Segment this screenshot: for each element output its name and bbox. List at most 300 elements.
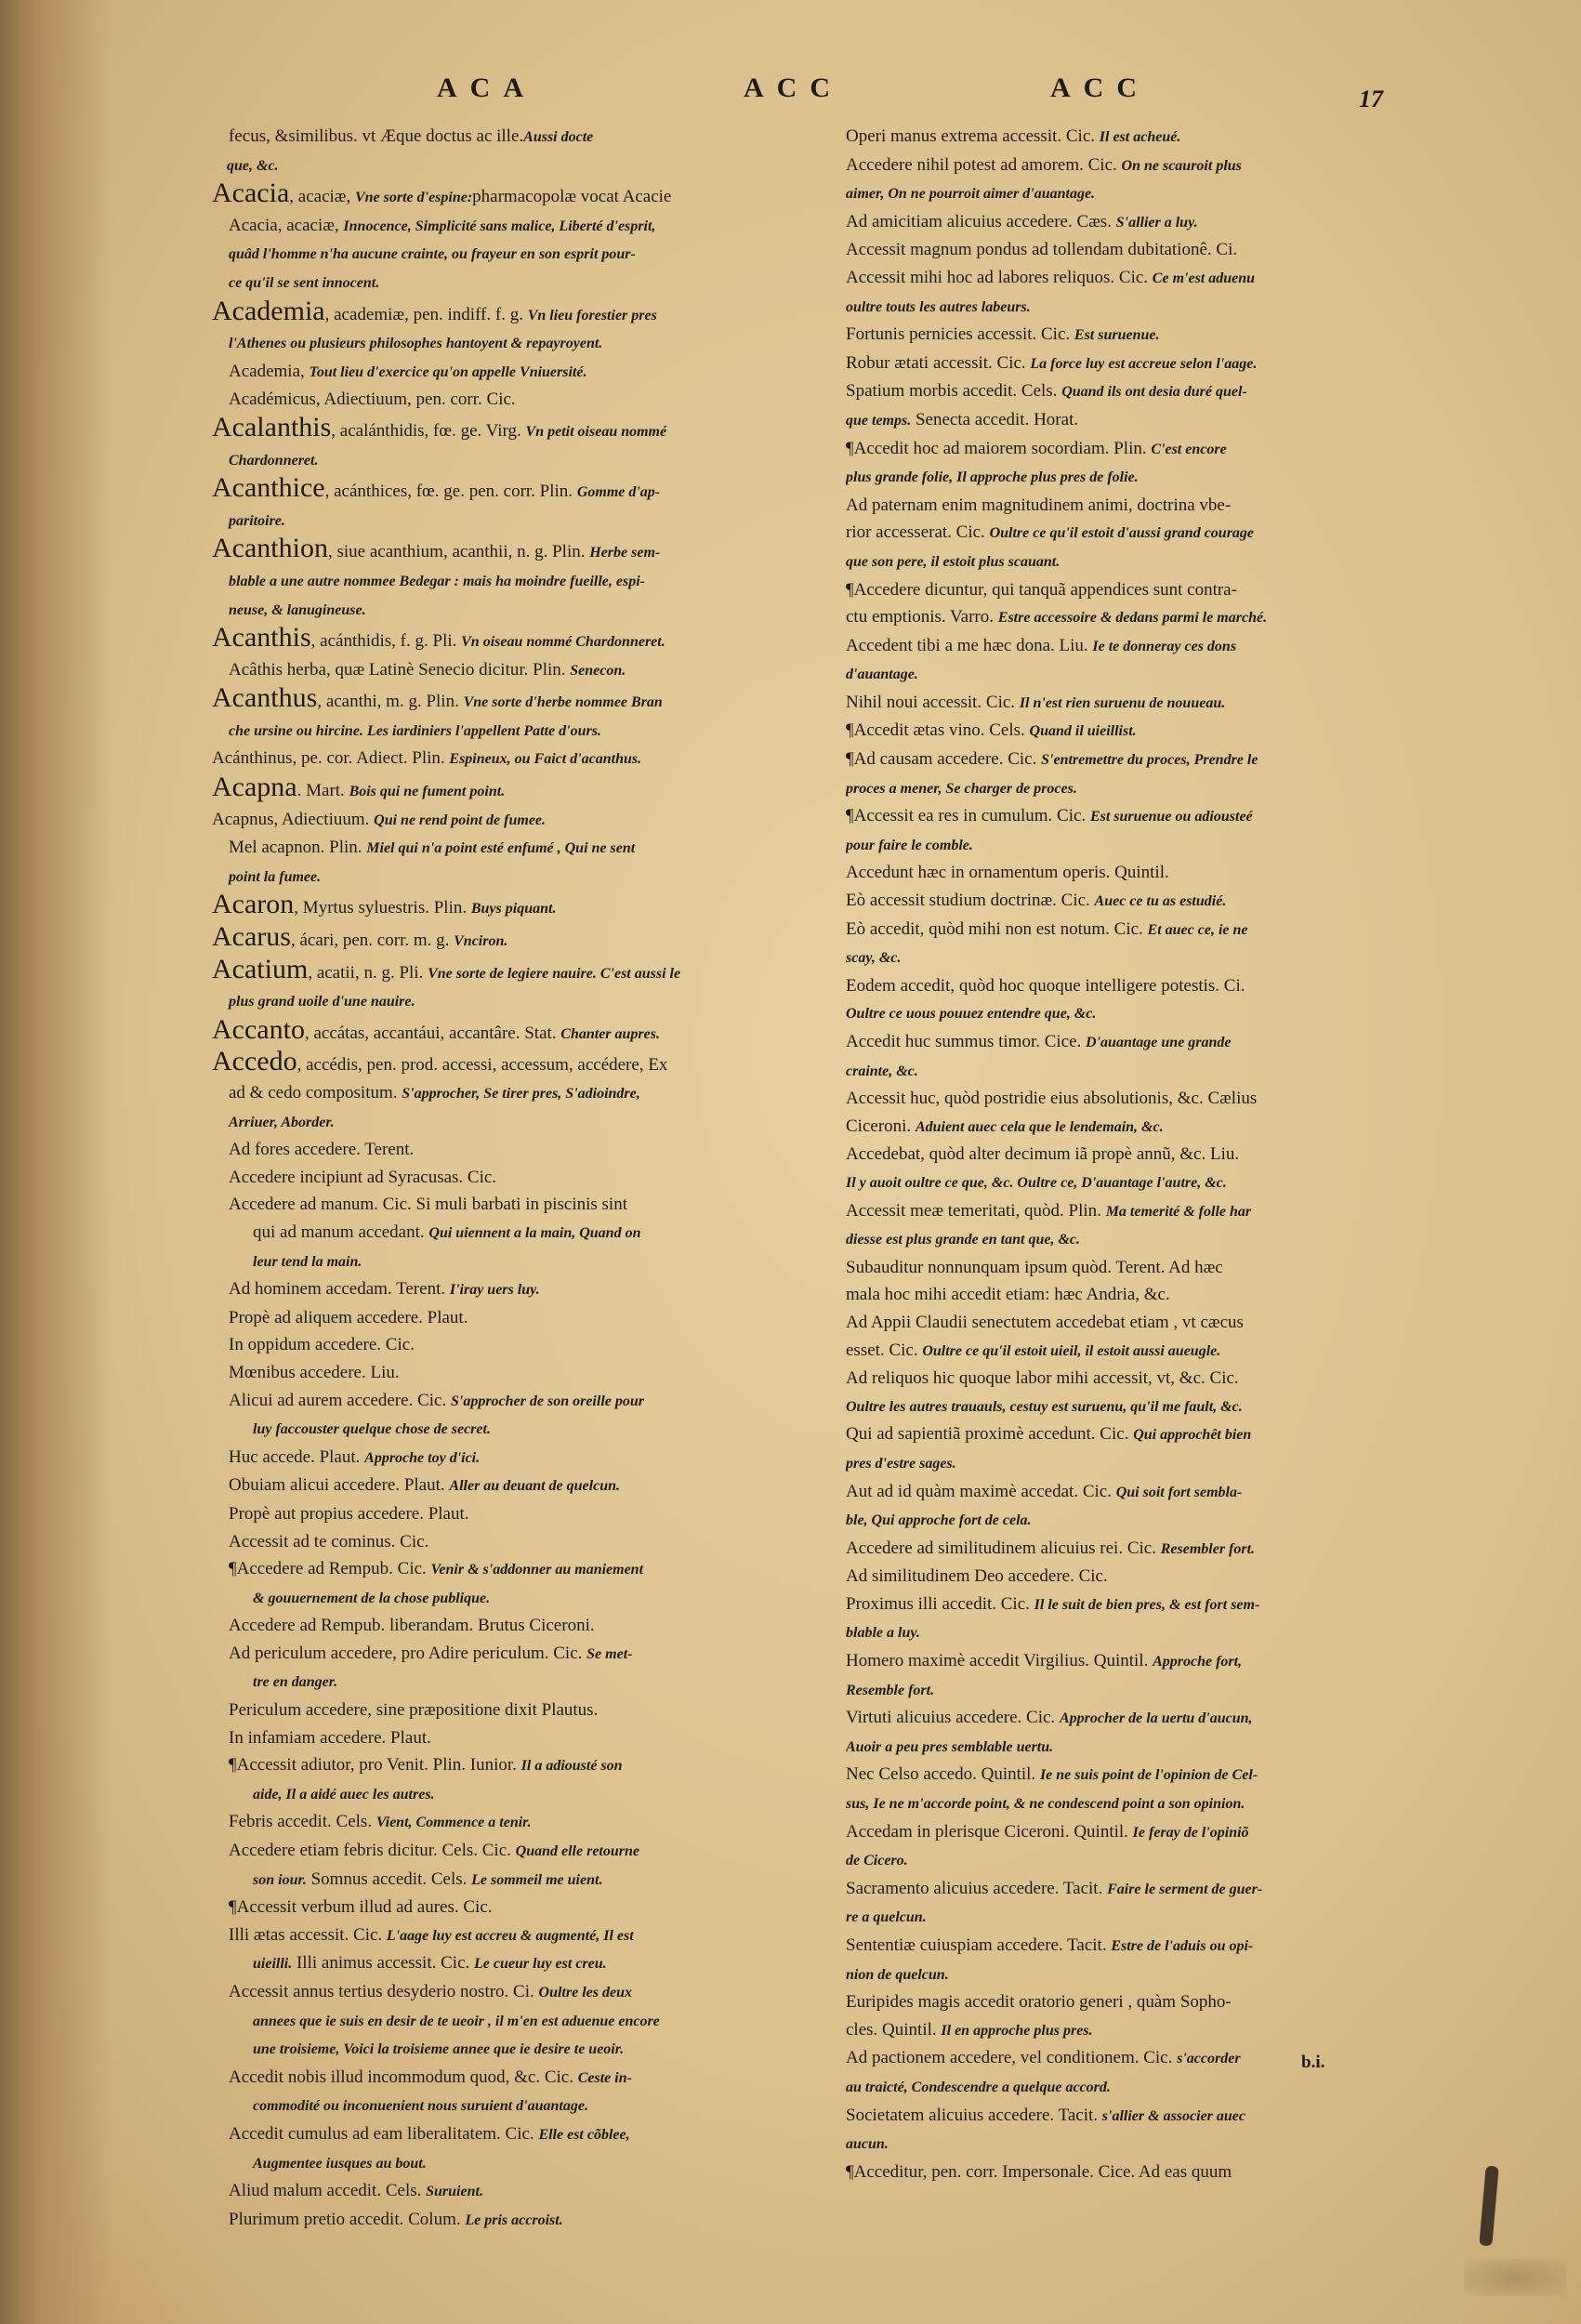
dictionary-line — [212, 2206, 844, 2235]
dictionary-line — [212, 1894, 844, 1921]
french-gloss: nion de quelcun. — [846, 1966, 949, 1983]
french-gloss: Oultre ce qu'il estoit d'aussi grand courage — [989, 525, 1255, 542]
dictionary-line — [212, 1808, 844, 1837]
dictionary-line — [846, 999, 1420, 1028]
french-gloss: S'allier a luy. — [1115, 214, 1198, 231]
dictionary-line — [212, 1837, 844, 1866]
french-gloss: Qui uiennent a la main, Quand on — [428, 1224, 641, 1241]
latin-text: Nihil noui accessit. Cic. — [846, 692, 1020, 712]
french-gloss: Oultre les deux — [538, 1985, 632, 2000]
headword: Acacia — [212, 179, 290, 209]
dictionary-line — [212, 1164, 844, 1192]
dictionary-line — [212, 863, 844, 891]
latin-text: ctu emptionis. Varro. — [846, 607, 998, 627]
dictionary-line — [846, 152, 1420, 180]
dictionary-line — [846, 944, 1420, 972]
latin-text: , accédis, pen. prod. accessi, accessum, accédere, Ex — [296, 1055, 668, 1076]
dictionary-line — [212, 1724, 844, 1752]
french-gloss: Il en approche plus pres. — [941, 2022, 1093, 2039]
latin-text: Accedere ad similitudinem alicuius rei. Cic. — [846, 1538, 1161, 1558]
latin-text: Académicus, Adiectiuum, pen. corr. Cic. — [229, 390, 516, 410]
dictionary-line — [212, 923, 844, 956]
dictionary-line — [212, 2177, 844, 2206]
french-gloss: Oultre les autres trauauls, cestuy est suruenu, qu'il me fault, &c. — [846, 1398, 1243, 1415]
dictionary-line — [212, 2092, 844, 2120]
headword: Accanto — [212, 1015, 305, 1045]
dictionary-line — [212, 1248, 844, 1276]
dictionary-line — [212, 446, 844, 475]
dictionary-line — [846, 1818, 1420, 1847]
dictionary-line — [846, 2102, 1420, 2131]
right-column — [846, 123, 1420, 2185]
french-gloss: Miel qui n'a point esté enfumé , Qui ne sent — [366, 840, 636, 857]
french-gloss: Espineux, ou Faict d'acanthus. — [449, 751, 642, 768]
latin-text: Societatem alicuius accedere. Tacit. — [846, 2105, 1102, 2125]
french-gloss: Vne sorte de legiere nauire. C'est aussi le — [428, 965, 681, 982]
latin-text: pharmacopolæ vocat Acacie — [472, 187, 672, 207]
french-gloss: commodité ou inconuenient nous suruient d'auantage. — [253, 2098, 588, 2115]
french-gloss: Vn oiseau nommé Chardonneret. — [461, 634, 665, 651]
french-gloss: Il y auoit oultre ce que, &c. Oultre ce, D'auantage l'autre, &c. — [846, 1174, 1227, 1191]
latin-text: Acacia, acaciæ, — [229, 215, 344, 235]
dictionary-line — [212, 1191, 844, 1219]
french-gloss: plus grand uoile d'une nauire. — [229, 994, 415, 1010]
dictionary-line — [212, 1472, 844, 1500]
dictionary-line — [846, 1337, 1420, 1366]
latin-text: Accessit mihi hoc ad labores reliquos. Cic. — [846, 267, 1153, 287]
dictionary-line — [212, 1415, 844, 1444]
headword: Acanthus — [212, 684, 318, 714]
dictionary-line — [846, 1449, 1420, 1478]
latin-text: esset. Cic. — [846, 1340, 923, 1360]
latin-text: In infamiam accedere. Plaut. — [229, 1727, 431, 1748]
dictionary-line — [846, 1591, 1420, 1619]
dictionary-line — [212, 956, 844, 988]
latin-text: Ad fores accedere. Terent. — [229, 1140, 415, 1160]
french-gloss: son iour. — [253, 1871, 307, 1888]
latin-text: Acánthinus, pe. cor. Adiect. Plin. — [212, 748, 450, 769]
dictionary-line — [212, 240, 844, 269]
french-gloss: Il le suit de bien pres, & est fort sem- — [1034, 1596, 1260, 1613]
latin-text: cles. Quintil. — [846, 2019, 942, 2040]
dictionary-line — [846, 1057, 1420, 1086]
french-gloss: que, &c. — [227, 157, 279, 174]
dictionary-line — [212, 596, 844, 625]
dictionary-line — [212, 414, 844, 446]
dictionary-line — [846, 2016, 1420, 2045]
latin-text: Aliud malum accedit. Cels. — [229, 2181, 427, 2201]
latin-text: Huc accede. Plaut. — [229, 1446, 365, 1467]
latin-text: Sententiæ cuiuspiam accedere. Tacit. — [846, 1935, 1112, 1955]
dictionary-line — [846, 321, 1420, 350]
latin-text: rior accesserat. Cic. — [846, 522, 990, 543]
dictionary-line — [212, 2149, 844, 2178]
dictionary-line — [846, 2073, 1420, 2102]
latin-text: Somnus accedit. Cels. — [306, 1868, 472, 1889]
latin-text: Febris accedit. Cels. — [229, 1812, 376, 1832]
headword: Acarus — [212, 923, 291, 953]
dictionary-line — [846, 603, 1420, 632]
french-gloss: Resemble fort. — [846, 1682, 935, 1698]
latin-text: Accessit ad te cominus. Cic. — [229, 1531, 429, 1552]
french-gloss: uieilli. — [253, 1956, 293, 1973]
dictionary-line — [846, 887, 1420, 916]
french-gloss: que son pere, il estoit plus scauant. — [846, 553, 1061, 570]
latin-text: , acaciæ, — [289, 187, 355, 207]
latin-text: , acánthices, fœ. ge. pen. corr. Plin. — [324, 482, 577, 502]
french-gloss: Se met- — [586, 1645, 633, 1662]
dictionary-line — [846, 208, 1420, 237]
french-gloss: plus grande folie, Il approche plus pres de folie. — [846, 469, 1139, 486]
french-gloss: sus, Ie ne m'accorde point, & ne condescend point a son opinion. — [846, 1796, 1245, 1813]
headword: Acatium — [212, 955, 309, 984]
dictionary-line — [846, 179, 1420, 208]
latin-text: ¶Accedit hoc ad maiorem socordiam. Plin. — [846, 438, 1152, 458]
french-gloss: aide, Il a aidé auec les autres. — [253, 1786, 435, 1802]
dictionary-line — [846, 1618, 1420, 1647]
french-gloss: Aduient auec cela que le lendemain, &c. — [915, 1118, 1164, 1135]
latin-text: qui ad manum accedant. — [253, 1221, 429, 1242]
dictionary-line — [212, 745, 844, 773]
latin-text: , acalánthidis, fœ. ge. Virg. — [331, 420, 526, 441]
dictionary-line — [846, 2044, 1420, 2073]
dictionary-line — [212, 1304, 844, 1332]
latin-text: mala hoc mihi accedit etiam: hæc Andria, &c. — [846, 1285, 1170, 1305]
french-gloss: scay, &c. — [846, 950, 902, 967]
dictionary-line — [846, 1761, 1420, 1789]
latin-text: ¶Accessit ea res in cumulum. Cic. — [846, 806, 1090, 826]
dictionary-line — [212, 1640, 844, 1669]
latin-text: Subauditur nonnunquam ipsum quòd. Terent. Ad hæc — [846, 1257, 1223, 1277]
latin-text: ¶Ad causam accedere. Cic. — [846, 749, 1042, 770]
latin-text: Obuiam alicui accedere. Plaut. — [229, 1475, 450, 1496]
latin-text: ¶Acceditur, pen. corr. Impersonale. Cice. Ad eas quum — [846, 2161, 1232, 2182]
french-gloss: Il a adiousté son — [520, 1758, 623, 1775]
french-gloss: Ma temerité & folle har — [1105, 1203, 1252, 1220]
dictionary-line — [846, 350, 1420, 378]
latin-text: Eodem accedit, quòd hoc quoque intelligere potestis. Ci. — [846, 975, 1245, 996]
headword: Acalanthis — [212, 413, 332, 442]
dictionary-line — [212, 773, 844, 806]
dictionary-line — [212, 212, 844, 241]
dictionary-line — [212, 1219, 844, 1248]
dictionary-line — [846, 859, 1420, 887]
latin-text: Ad Appii Claudii senectutem accedebat etiam , vt cæcus — [846, 1312, 1244, 1332]
french-gloss: Estre accessoire & dedans parmi le marché. — [997, 610, 1268, 627]
latin-text: Accedit nobis illud incommodum quod, &c. Cic. — [229, 2067, 578, 2087]
french-gloss: Qui ne rend point de fumee. — [374, 812, 547, 828]
latin-text: Accedere etiam febris dicitur. Cels. Cic. — [229, 1841, 516, 1861]
latin-text: Mœnibus accedere. Liu. — [229, 1362, 400, 1382]
latin-text: . Mart. — [296, 781, 349, 801]
dictionary-line — [846, 774, 1420, 803]
french-gloss: Qui approchêt bien — [1133, 1427, 1252, 1444]
latin-text: Accedit cumulus ad eam liberalitatem. Cic. — [229, 2123, 539, 2144]
headword: Acanthice — [212, 474, 325, 504]
dictionary-line — [212, 1697, 844, 1724]
french-gloss: Et auec ce, ie ne — [1147, 921, 1248, 938]
dictionary-line — [846, 576, 1420, 604]
dictionary-line — [212, 269, 844, 297]
latin-text: Accessit meæ temeritati, quòd. Plin. — [846, 1200, 1106, 1221]
latin-text: Accedere incipiunt ad Syracusas. Cic. — [229, 1167, 497, 1187]
french-gloss: Quand elle retourne — [515, 1843, 639, 1860]
french-gloss: Le pris accroist. — [465, 2212, 563, 2228]
latin-text: ¶Accedit ætas vino. Cels. — [846, 720, 1030, 741]
dictionary-line — [212, 2035, 844, 2064]
dictionary-line — [212, 2120, 844, 2149]
french-gloss: point la fumee. — [229, 868, 322, 885]
french-gloss: Augmentee iusques au bout. — [253, 2155, 427, 2172]
latin-text: , academiæ, pen. indiff. f. g. — [324, 304, 528, 324]
french-gloss: che ursine ou hircine. Les iardiniers l'appellent Patte d'ours. — [229, 722, 601, 739]
headword: Acapna — [212, 773, 297, 803]
dictionary-line — [846, 831, 1420, 860]
headword: Acaron — [212, 891, 295, 920]
dictionary-line — [212, 152, 844, 180]
french-gloss: Vnciron. — [454, 933, 508, 950]
french-gloss: luy faccouster quelque chose de secret. — [253, 1421, 491, 1438]
french-gloss: Chardonneret. — [229, 452, 319, 469]
latin-text: Ad reliquos hic quoque labor mihi accessit, vt, &c. Cic. — [846, 1368, 1239, 1389]
dictionary-line — [846, 916, 1420, 944]
dictionary-line — [846, 1647, 1420, 1676]
french-gloss: Approche toy d'ici. — [364, 1449, 481, 1466]
headword: Academia — [212, 297, 325, 326]
latin-text: Academia, — [229, 361, 310, 381]
dictionary-line — [212, 1949, 844, 1978]
dictionary-line — [846, 492, 1420, 520]
binding-shadow — [0, 0, 112, 2324]
french-gloss: Vn lieu forestier pres — [527, 307, 657, 324]
dictionary-line — [212, 1612, 844, 1640]
french-gloss: ble, Qui approche fort de cela. — [846, 1512, 1032, 1529]
dictionary-line — [846, 1535, 1420, 1564]
latin-text: fecus, &similibus. vt Æque doctus ac ille. — [229, 126, 524, 146]
dictionary-line — [212, 1331, 844, 1359]
dictionary-line — [846, 1309, 1420, 1337]
latin-text: Ad similitudinem Deo accedere. Cic. — [846, 1566, 1108, 1587]
latin-text: Accedere nihil potest ad amorem. Cic. — [846, 154, 1122, 175]
dictionary-line — [846, 1197, 1420, 1226]
dictionary-line — [846, 1113, 1420, 1142]
page-number: 17 — [1359, 86, 1383, 112]
french-gloss: proces a mener, Se charger de proces. — [846, 780, 1077, 797]
dictionary-line — [846, 1506, 1420, 1535]
dictionary-line — [212, 297, 844, 330]
french-gloss: Estre de l'aduis ou opi- — [1111, 1938, 1254, 1954]
latin-text: Accedit huc summus timor. Cice. — [846, 1032, 1087, 1051]
dictionary-line — [846, 406, 1420, 435]
dictionary-line — [212, 1555, 844, 1584]
dictionary-line — [212, 1359, 844, 1387]
french-gloss: Chanter aupres. — [560, 1025, 660, 1042]
latin-text: Mel acapnon. Plin. — [229, 838, 367, 858]
dictionary-line — [212, 806, 844, 835]
dictionary-line — [846, 1393, 1420, 1421]
dictionary-line — [212, 717, 844, 746]
latin-text: Ad amicitiam alicuius accedere. Cæs. — [846, 211, 1116, 231]
dictionary-line — [212, 834, 844, 863]
dictionary-line — [846, 1988, 1420, 2016]
french-gloss: Resembler fort. — [1160, 1540, 1256, 1557]
dictionary-line — [846, 236, 1420, 264]
dictionary-line — [846, 746, 1420, 774]
french-gloss: Approcher de la uertu d'aucun, — [1059, 1710, 1253, 1727]
dictionary-line — [212, 1528, 844, 1556]
french-gloss: annees que ie suis en desir de te ueoir , il m'en est aduenue encore — [253, 2013, 660, 2029]
french-gloss: D'auantage une grande — [1086, 1035, 1232, 1050]
latin-text: Accedere ad Rempub. liberandam. Brutus Ciceroni. — [229, 1616, 595, 1636]
french-gloss: Faire le serment de guer- — [1107, 1881, 1263, 1897]
dictionary-line — [212, 1108, 844, 1137]
french-gloss: une troisieme, Voici la troisieme annee que ie desire te ueoir. — [253, 2041, 625, 2058]
french-gloss: neuse, & lanugineuse. — [229, 601, 366, 618]
french-gloss: quâd l'homme n'ha aucune crainte, ou frayeur en son esprit pour- — [229, 246, 636, 263]
dictionary-line — [212, 1780, 844, 1809]
dictionary-line — [846, 1733, 1420, 1762]
latin-text: Plurimum pretio accedit. Colum. — [229, 2209, 466, 2229]
latin-text: ¶Accedere ad Rempub. Cic. — [229, 1559, 431, 1579]
latin-text: Qui ad sapientiã proximè accedunt. Cic. — [846, 1424, 1134, 1445]
french-gloss: Le sommeil me uient. — [471, 1871, 603, 1888]
ink-mark — [1479, 2166, 1498, 2247]
dictionary-line — [212, 1668, 844, 1697]
dictionary-line — [846, 1704, 1420, 1733]
latin-text: Aut ad id quàm maximè accedat. Cic. — [846, 1481, 1116, 1501]
french-gloss: aucun. — [846, 2136, 889, 2153]
dictionary-line — [846, 1846, 1420, 1875]
dictionary-line — [846, 1420, 1420, 1449]
signature-mark: b.i. — [1301, 2053, 1325, 2072]
dictionary-line — [212, 987, 844, 1016]
dictionary-line — [212, 179, 844, 212]
french-gloss: Ie feray de l'opiniõ — [1132, 1824, 1249, 1841]
french-gloss: & gouuernement de la chose publique. — [253, 1590, 491, 1606]
french-gloss: pres d'estre sages. — [846, 1455, 956, 1472]
french-gloss: s'accorder — [1177, 2051, 1241, 2067]
dictionary-line — [846, 1932, 1420, 1961]
running-head-left: ACA — [437, 73, 536, 103]
dictionary-line — [846, 1789, 1420, 1818]
french-gloss: S'approcher, Se tirer pres, S'adioindre, — [402, 1086, 640, 1102]
paper-stain — [1464, 2259, 1566, 2296]
dictionary-line — [212, 1866, 844, 1895]
french-gloss: Auoir a peu pres semblable uertu. — [846, 1738, 1054, 1755]
latin-text: Accessit magnum pondus ad tollendam dubitationê. Ci. — [846, 240, 1238, 260]
french-gloss: Ie te donneray ces dons — [1092, 638, 1237, 654]
latin-text: Ad pactionem accedere, vel conditionem. Cic. — [846, 2048, 1178, 2068]
dictionary-line — [846, 2130, 1420, 2159]
dictionary-line — [212, 891, 844, 923]
french-gloss: Le cueur luy est creu. — [474, 1956, 607, 1973]
dictionary-line — [212, 684, 844, 717]
dictionary-line — [212, 1079, 844, 1108]
dictionary-line — [212, 1751, 844, 1780]
french-gloss: blable a une autre nommee Bedegar : mais ha moindre fueille, espi- — [229, 573, 645, 589]
latin-text: Euripides magis accedit oratorio generi , quàm Sopho- — [846, 1992, 1232, 2013]
dictionary-line — [846, 1903, 1420, 1932]
french-gloss: crainte, &c. — [846, 1063, 918, 1079]
french-gloss: Elle est cõblee, — [538, 2126, 630, 2143]
latin-text: , siue acanthium, acanthii, n. g. Plin. — [327, 542, 590, 562]
french-gloss: que temps. — [846, 412, 912, 429]
dictionary-line — [846, 1085, 1420, 1113]
latin-text: Accessit annus tertius desyderio nostro. Ci. — [229, 1982, 539, 2001]
dictionary-line — [212, 1978, 844, 2007]
french-gloss: pour faire le comble. — [846, 837, 973, 853]
latin-text: ¶Accessit adiutor, pro Venit. Plin. Iunior. — [229, 1755, 521, 1776]
french-gloss: s'allier & associer auec — [1101, 2107, 1246, 2124]
dictionary-line — [846, 1225, 1420, 1254]
french-gloss: Il n'est rien suruenu de nouueau. — [1019, 694, 1226, 711]
dictionary-line — [846, 1365, 1420, 1393]
french-gloss: Suruient. — [426, 2184, 483, 2200]
latin-text: , Myrtus syluestris. Plin. — [294, 898, 471, 918]
french-gloss: Qui soit fort sembla- — [1115, 1484, 1243, 1500]
dictionary-line — [846, 2159, 1420, 2186]
french-gloss: I'iray uers luy. — [449, 1282, 540, 1299]
dictionary-line — [846, 717, 1420, 746]
french-gloss: On ne scauroit plus — [1121, 157, 1242, 174]
dictionary-line — [846, 1875, 1420, 1904]
latin-text: ¶Accedere dicuntur, qui tanquã appendices sunt contra- — [846, 579, 1237, 600]
dictionary-line — [846, 519, 1420, 548]
french-gloss: blable a luy. — [846, 1625, 920, 1642]
dictionary-line — [212, 358, 844, 387]
french-gloss: Aussi docte — [523, 129, 594, 145]
french-gloss: Quand ils ont desia duré quel- — [1061, 384, 1247, 401]
dictionary-line — [846, 972, 1420, 1000]
latin-text: Illi animus accessit. Cic. — [292, 1953, 474, 1974]
dictionary-line — [212, 567, 844, 596]
dictionary-line — [212, 535, 844, 567]
latin-text: Robur ætati accessit. Cic. — [846, 352, 1031, 373]
dictionary-line — [212, 2064, 844, 2093]
latin-text: Ad periculum accedere, pro Adire periculum. Cic. — [229, 1643, 587, 1663]
french-gloss: diesse est plus grande en tant que, &c. — [846, 1232, 1081, 1248]
dictionary-line — [846, 123, 1420, 152]
dictionary-line — [212, 507, 844, 535]
french-gloss: leur tend la main. — [253, 1253, 362, 1270]
dictionary-line — [212, 1921, 844, 1950]
left-column — [212, 123, 844, 2234]
latin-text: , ácari, pen. corr. m. g. — [290, 931, 455, 951]
latin-text: Operi manus extrema accessit. Cic. — [846, 126, 1100, 146]
dictionary-line — [212, 1500, 844, 1528]
dictionary-line — [212, 1136, 844, 1164]
french-gloss: au traicté, Condescendre a quelque accord. — [846, 2079, 1111, 2095]
latin-text: Alicui ad aurem accedere. Cic. — [229, 1390, 451, 1410]
headword: Accedo — [212, 1048, 297, 1077]
latin-text: , acanthi, m. g. Plin. — [317, 692, 464, 712]
dictionary-line — [212, 123, 844, 152]
french-gloss: Est suruenue. — [1074, 327, 1160, 344]
french-gloss: Bois qui ne fument point. — [349, 784, 506, 800]
running-head-center: ACC — [744, 73, 843, 103]
headword: Acanthion — [212, 535, 328, 564]
latin-text: Nec Celso accedo. Quintil. — [846, 1764, 1040, 1785]
latin-text: Propè aut propius accedere. Plaut. — [229, 1503, 469, 1524]
french-gloss: ce qu'il se sent innocent. — [229, 274, 380, 291]
french-gloss: Innocence, Simplicité sans malice, Liberté d'esprit, — [343, 218, 656, 234]
french-gloss: d'auantage. — [846, 667, 918, 683]
dictionary-line — [212, 1387, 844, 1416]
latin-text: ad & cedo compositum. — [229, 1083, 402, 1103]
french-gloss: Vne sorte d'herbe nommee Bran — [463, 694, 663, 711]
dictionary-line — [846, 1478, 1420, 1507]
latin-text: Sacramento alicuius accedere. Tacit. — [846, 1878, 1108, 1898]
